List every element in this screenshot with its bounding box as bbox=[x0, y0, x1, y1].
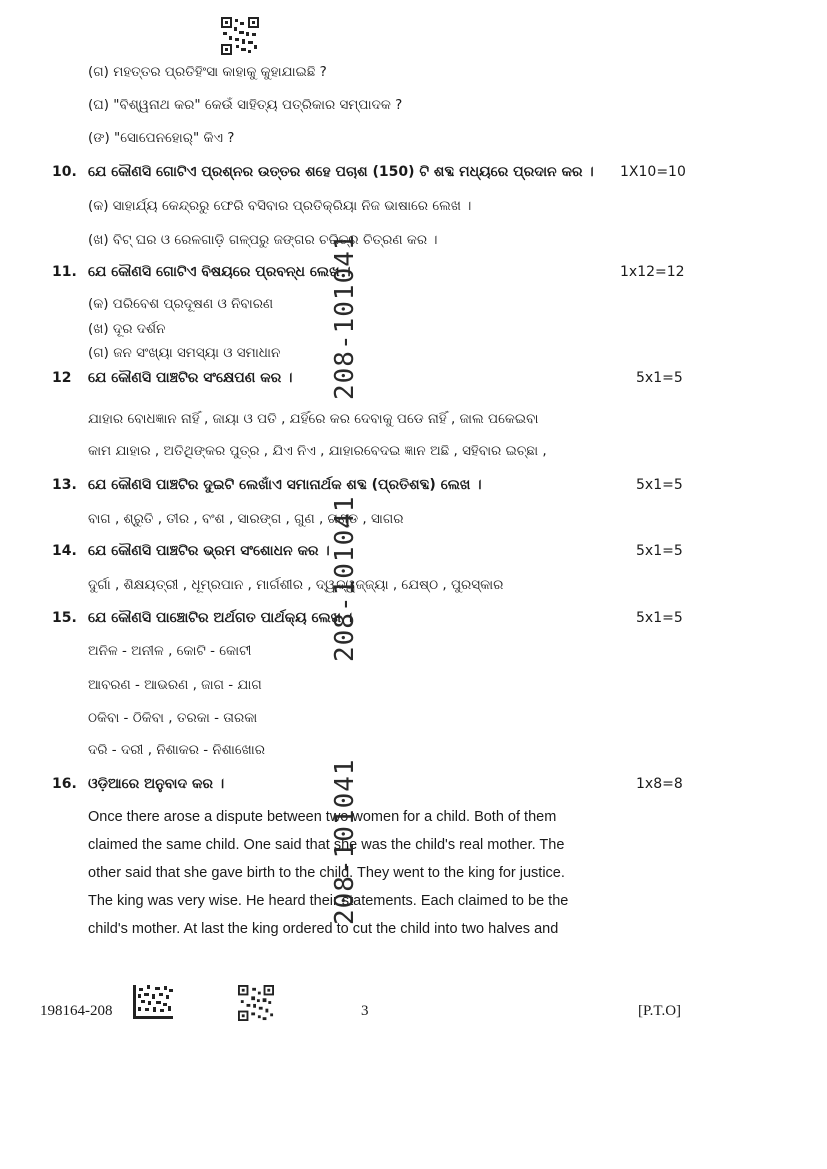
q15-marks: 5x1=5 bbox=[636, 610, 683, 626]
q14-number: 14. bbox=[52, 543, 77, 559]
footer-datamatrix-code bbox=[133, 985, 173, 1019]
prev-item-nga: (ଙ) "ସୋପେନହୋର୍" କିଏ ? bbox=[88, 130, 235, 146]
prev-item-gha: (ଘ) "ବିଶ୍ୱନାଥ କର" କେଉଁ ସାହିତ୍ୟ ପତ୍ରିକାର ସମ୍ପାଦକ ? bbox=[88, 97, 403, 113]
q11-option-kha: (ଖ) ଦୂର ଦର୍ଶନ bbox=[88, 321, 166, 337]
q16-text: ଓଡ଼ିଆରେ ଅନୁବାଦ କର । bbox=[88, 776, 225, 792]
q16-passage-line-3: other said that she gave birth to the child. They went to the king for justice. bbox=[88, 865, 565, 881]
q12-text: ଯେ କୌଣସି ପାଞ୍ଚଟିର ସଂକ୍ଷେପଣ କର । bbox=[88, 370, 293, 386]
q13-line: ବାଗ , ଶ୍ରୁତି , ତୀର , ବଂଶ , ସାରଙ୍ଗ , ଗୁଣ , ଗଣ୍ଡ , ସାଗର bbox=[88, 511, 404, 527]
q11-marks: 1x12=12 bbox=[620, 264, 685, 280]
q11-text: ଯେ କୌଣସି ଗୋଟିଏ ବିଷୟରେ ପ୍ରବନ୍ଧ ଲେଖ । bbox=[88, 264, 351, 280]
q16-passage-line-2: claimed the same child. One said that she was the child's real mother. The bbox=[88, 837, 565, 853]
q14-line: ଦୁର୍ଗା , ଶିକ୍ଷୟତ୍ରୀ , ଧୂମ୍ରପାନ , ମାର୍ଗଶୀର , ଦ୍ୱନ୍ଦ୍ୱଜ୍ଜ୍ୟା , ଯେଷ୍ଠ , ପୁରସ୍କାର bbox=[88, 577, 504, 593]
q10-option-ka: (କ) ସାହାର୍ଯ୍ୟ କେନ୍ଦ୍ରରୁ ଫେରି ବସିବାର ପ୍ରତିକ୍ରିୟା ନିଜ ଭାଷାରେ ଲେଖ । bbox=[88, 198, 472, 214]
q13-number: 13. bbox=[52, 477, 77, 493]
q14-marks: 5x1=5 bbox=[636, 543, 683, 559]
footer-qr-code bbox=[238, 985, 274, 1021]
q12-marks: 5x1=5 bbox=[636, 370, 683, 386]
q11-option-ka: (କ) ପରିବେଶ ପ୍ରଦୂଷଣ ଓ ନିବାରଣ bbox=[88, 296, 274, 312]
q10-text: ଯେ କୌଣସି ଗୋଟିଏ ପ୍ରଶ୍ନର ଉତ୍ତର ଶହେ ପଚାଶ (150) ଟି ଶବ୍ଦ ମଧ୍ୟରେ ପ୍ରଦାନ କର । bbox=[88, 164, 594, 180]
q16-passage-line-4: The king was very wise. He heard their statements. Each claimed to be the bbox=[88, 893, 569, 909]
q15-line-4: ଦରି - ଦରୀ , ନିଶାକର - ନିଶାଖୋର bbox=[88, 742, 265, 758]
prev-item-ga: (ଗ) ମହତ୍ତର ପ୍ରତିହିଂସା କାହାକୁ କୁହାଯାଇଛି ? bbox=[88, 64, 327, 80]
q15-line-3: ଠକିବା - ଠିକିବା , ତରକା - ତାରକା bbox=[88, 710, 258, 726]
q12-line-1: ଯାହାର ବୋଧଜ୍ଞାନ ନାହିଁ , ଜାୟା ଓ ପତି , ଯହିଁରେ କର ଦେବାକୁ ପଡେ ନାହିଁ , ଜାଲ ପକେଇବା bbox=[88, 411, 539, 427]
q11-option-ga: (ଗ) ଜନ ସଂଖ୍ୟା ସମସ୍ୟା ଓ ସମାଧାନ bbox=[88, 345, 281, 361]
watermark-stamp-1: 208-101041 bbox=[330, 233, 360, 400]
q16-marks: 1x8=8 bbox=[636, 776, 683, 792]
q15-line-1: ଅନିଳ - ଅନୀଳ , କୋଟି - କୋଟୀ bbox=[88, 643, 252, 659]
q10-option-kha: (ଖ) ବିଟ୍ ଘର ଓ ରେଳଗାଡ଼ି ଗଳ୍ପରୁ ଜଙ୍ଗର ଚରିତ୍ର ଚିତ୍ରଣ କର । bbox=[88, 232, 438, 248]
q12-number: 12 bbox=[52, 370, 72, 386]
page-number: 3 bbox=[361, 1003, 369, 1019]
q12-line-2: କାମ ଯାହାର , ଅତିଥିଙ୍କର ପୁତ୍ର , ଯିଏ ନିଏ , ଯାହାରବେଦଇ ଜ୍ଞାନ ଅଛି , ସହିବାର ଇଚ୍ଛା , bbox=[88, 443, 547, 459]
q14-text: ଯେ କୌଣସି ପାଞ୍ଚଟିର ଭ୍ରମ ସଂଶୋଧନ କର । bbox=[88, 543, 330, 559]
q10-marks: 1X10=10 bbox=[620, 164, 686, 180]
pto-label: [P.T.O] bbox=[638, 1003, 682, 1019]
q16-number: 16. bbox=[52, 776, 77, 792]
q13-text: ଯେ କୌଣସି ପାଞ୍ଚଟିର ଦୁଇଟି ଲେଖାଁଏ ସମାନାର୍ଥକ ଶବ୍ଦ (ପ୍ରତିଶବ୍ଦ) ଲେଖ । bbox=[88, 477, 482, 493]
watermark-stamp-3: 208-101041 bbox=[330, 758, 360, 925]
q15-text: ଯେ କୌଣସି ପାଞ୍ଚୋଟିର ଅର୍ଥଗତ ପାର୍ଥକ୍ୟ ଲେଖ । bbox=[88, 610, 353, 626]
q16-passage-line-5: child's mother. At last the king ordered to cut the child into two halves and bbox=[88, 921, 559, 937]
paper-code: 198164-208 bbox=[40, 1003, 113, 1019]
top-qr-code bbox=[221, 17, 259, 55]
q15-line-2: ଆବରଣ - ଆଭରଣ , ଜାଗ - ଯାଗ bbox=[88, 677, 262, 693]
q16-passage-line-1: Once there arose a dispute between two women for a child. Both of them bbox=[88, 809, 557, 825]
q13-marks: 5x1=5 bbox=[636, 477, 683, 493]
q15-number: 15. bbox=[52, 610, 77, 626]
watermark-stamp-2: 208-101041 bbox=[330, 495, 360, 662]
q11-number: 11. bbox=[52, 264, 77, 280]
q10-number: 10. bbox=[52, 164, 77, 180]
